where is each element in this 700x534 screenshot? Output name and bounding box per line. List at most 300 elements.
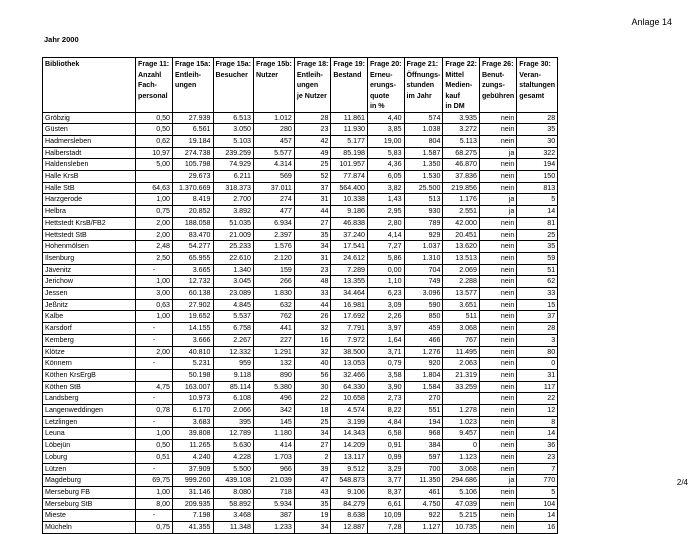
table-cell: 0,50: [136, 440, 173, 452]
table-row: [43, 475, 558, 487]
column-header-line: erungs-: [369, 81, 396, 89]
table-row: [43, 463, 558, 475]
table-cell: 4.228: [213, 451, 254, 463]
table-cell: 9.457: [443, 428, 480, 440]
table-cell: 15: [517, 299, 558, 311]
library-name-cell: Magdeburg: [43, 475, 136, 487]
table-cell: 0,79: [367, 358, 404, 370]
table-cell: 850: [404, 311, 443, 323]
table-cell: 12: [517, 405, 558, 417]
table-cell: 6,23: [367, 288, 404, 300]
table-cell: 32.466: [331, 369, 368, 381]
table-cell: nein: [479, 405, 516, 417]
table-cell: 32: [294, 346, 331, 358]
table-cell: 2,00: [136, 346, 173, 358]
table-cell: 5.537: [213, 311, 254, 323]
table-cell: 1.023: [443, 416, 480, 428]
table-cell: 30: [517, 135, 558, 147]
table-cell: 3.468: [213, 510, 254, 522]
table-row: [43, 381, 558, 393]
table-row: [43, 229, 558, 241]
table-cell: 749: [404, 276, 443, 288]
table-cell: 219.856: [443, 182, 480, 194]
table-cell: 46.838: [331, 217, 368, 229]
table-cell: nein: [479, 381, 516, 393]
table-cell: 42: [294, 135, 331, 147]
table-row: [43, 428, 558, 440]
library-name-cell: Letzlingen: [43, 416, 136, 428]
table-cell: 6.108: [213, 393, 254, 405]
column-header: [443, 58, 480, 113]
table-cell: 37.011: [254, 182, 295, 194]
table-cell: 1,00: [136, 311, 173, 323]
table-cell: 36: [517, 440, 558, 452]
column-header-line: Frage 15b:: [256, 60, 292, 68]
table-cell: 3.272: [443, 124, 480, 136]
table-row: [43, 369, 558, 381]
table-cell: nein: [479, 112, 516, 124]
column-header-line: ungen: [296, 81, 319, 89]
table-cell: nein: [479, 182, 516, 194]
table-cell: 6.170: [173, 405, 214, 417]
table-row: [43, 311, 558, 323]
table-cell: 6,61: [367, 498, 404, 510]
table-cell: 13.053: [331, 358, 368, 370]
table-cell: 0,78: [136, 405, 173, 417]
table-cell: 209.935: [173, 498, 214, 510]
library-name-cell: Harzgerode: [43, 194, 136, 206]
table-cell: 44: [294, 206, 331, 218]
table-cell: 1,10: [367, 276, 404, 288]
table-cell: nein: [479, 369, 516, 381]
table-cell: 959: [213, 358, 254, 370]
table-cell: 51: [517, 264, 558, 276]
table-cell: 31.146: [173, 487, 214, 499]
table-cell: 22.610: [213, 252, 254, 264]
table-cell: 718: [254, 487, 295, 499]
table-cell: nein: [479, 299, 516, 311]
table-cell: 0,50: [136, 124, 173, 136]
table-cell: 23.089: [213, 288, 254, 300]
table-cell: 597: [404, 451, 443, 463]
table-row: [43, 217, 558, 229]
table-cell: 5,86: [367, 252, 404, 264]
table-cell: [136, 171, 173, 183]
column-header: [367, 58, 404, 113]
table-cell: 19: [294, 510, 331, 522]
table-cell: 11.495: [443, 346, 480, 358]
table-cell: 1.340: [213, 264, 254, 276]
table-cell: 3,85: [367, 124, 404, 136]
table-row: [43, 346, 558, 358]
table-cell: 1.278: [443, 405, 480, 417]
table-cell: 1.127: [404, 522, 443, 534]
table-cell: 3,29: [367, 463, 404, 475]
table-cell: 8.080: [213, 487, 254, 499]
table-cell: ja: [479, 206, 516, 218]
table-cell: nein: [479, 171, 516, 183]
table-cell: 5.577: [254, 147, 295, 159]
table-cell: 1.804: [404, 369, 443, 381]
table-cell: 14: [517, 510, 558, 522]
table-cell: nein: [479, 498, 516, 510]
table-cell: 145: [254, 416, 295, 428]
table-cell: 25: [517, 229, 558, 241]
table-cell: 3,82: [367, 182, 404, 194]
table-cell: 27.939: [173, 112, 214, 124]
table-cell: 52: [294, 171, 331, 183]
table-cell: 1.038: [404, 124, 443, 136]
table-cell: 60.138: [173, 288, 214, 300]
table-cell: 46.870: [443, 159, 480, 171]
table-cell: 18: [294, 405, 331, 417]
table-cell: nein: [479, 124, 516, 136]
table-cell: nein: [479, 393, 516, 405]
column-header: [294, 58, 331, 113]
table-cell: 62: [517, 276, 558, 288]
table-cell: 3.096: [404, 288, 443, 300]
table-cell: nein: [479, 440, 516, 452]
table-row: [43, 252, 558, 264]
table-cell: 466: [404, 334, 443, 346]
table-row: [43, 440, 558, 452]
column-header-line: Frage 15a:: [175, 60, 211, 68]
table-cell: 590: [404, 299, 443, 311]
table-cell: 700: [404, 463, 443, 475]
annex-label: Anlage 14: [631, 17, 672, 27]
library-name-cell: Merseburg StB: [43, 498, 136, 510]
column-header: [173, 58, 214, 113]
table-cell: 16.981: [331, 299, 368, 311]
column-header-line: im Jahr: [406, 91, 432, 100]
table-cell: 1.584: [404, 381, 443, 393]
table-cell: 5: [517, 487, 558, 499]
table-cell: 999.260: [173, 475, 214, 487]
library-name-cell: Landsberg: [43, 393, 136, 405]
table-row: [43, 358, 558, 370]
table-cell: 704: [404, 264, 443, 276]
table-cell: 1.123: [443, 451, 480, 463]
table-cell: 513: [404, 194, 443, 206]
column-header-line: Frage 11:: [138, 60, 170, 68]
library-name-cell: Kemberg: [43, 334, 136, 346]
table-cell: 11.930: [331, 124, 368, 136]
table-cell: 14: [517, 428, 558, 440]
table-cell: nein: [479, 229, 516, 241]
column-header-line: gebühren: [481, 91, 515, 100]
table-row: [43, 451, 558, 463]
table-row: [43, 393, 558, 405]
table-cell: 25.233: [213, 241, 254, 253]
table-cell: 11.350: [404, 475, 443, 487]
table-cell: 35: [517, 241, 558, 253]
table-cell: 1,00: [136, 194, 173, 206]
table-cell: 457: [254, 135, 295, 147]
table-cell: 3.045: [213, 276, 254, 288]
table-cell: 13.117: [331, 451, 368, 463]
table-cell: 1.530: [404, 171, 443, 183]
table-cell: 194: [404, 416, 443, 428]
table-cell: 2.066: [213, 405, 254, 417]
table-cell: 1.576: [254, 241, 295, 253]
table-cell: 10.973: [173, 393, 214, 405]
column-header-line: Frage 30:: [519, 60, 551, 68]
table-cell: 3,90: [367, 381, 404, 393]
library-name-cell: Haldensleben: [43, 159, 136, 171]
table-cell: 13.355: [331, 276, 368, 288]
table-cell: -: [136, 463, 173, 475]
column-header-line: Frage 20:: [369, 60, 402, 68]
table-cell: 5.231: [173, 358, 214, 370]
table-row: [43, 323, 558, 335]
column-header-line: Veran-: [519, 70, 541, 79]
table-cell: 34: [294, 241, 331, 253]
column-header-line: Frage 22:: [445, 60, 477, 68]
table-cell: 31: [294, 194, 331, 206]
table-cell: 3,97: [367, 323, 404, 335]
table-cell: 1.370.669: [173, 182, 214, 194]
column-header: [404, 58, 443, 113]
table-cell: 25: [294, 159, 331, 171]
column-header: [213, 58, 254, 113]
table-cell: 16: [517, 522, 558, 534]
table-cell: 4.314: [254, 159, 295, 171]
table-cell: 3,71: [367, 346, 404, 358]
table-row: [43, 510, 558, 522]
table-cell: 80: [517, 346, 558, 358]
table-cell: 1,43: [367, 194, 404, 206]
library-name-cell: Jessen: [43, 288, 136, 300]
table-cell: 3.050: [213, 124, 254, 136]
table-cell: 132: [254, 358, 295, 370]
table-row: [43, 299, 558, 311]
table-cell: 342: [254, 405, 295, 417]
table-cell: 13.620: [443, 241, 480, 253]
table-cell: 3.068: [443, 323, 480, 335]
table-cell: 33: [294, 288, 331, 300]
table-cell: 28: [517, 323, 558, 335]
table-cell: 459: [404, 323, 443, 335]
table-cell: nein: [479, 428, 516, 440]
table-cell: 384: [404, 440, 443, 452]
table-cell: 8: [517, 416, 558, 428]
library-name-cell: Klötze: [43, 346, 136, 358]
table-cell: nein: [479, 264, 516, 276]
column-header-line: Frage 15a:: [215, 60, 251, 68]
table-cell: 105.798: [173, 159, 214, 171]
column-header-line: je Nutzer: [296, 91, 327, 100]
table-cell: 34: [294, 428, 331, 440]
table-cell: -: [136, 416, 173, 428]
table-cell: -: [136, 334, 173, 346]
table-cell: 3: [517, 334, 558, 346]
table-cell: 16: [294, 334, 331, 346]
table-cell: 10.735: [443, 522, 480, 534]
table-cell: 163.007: [173, 381, 214, 393]
table-cell: 280: [254, 124, 295, 136]
table-cell: 69,75: [136, 475, 173, 487]
table-cell: nein: [479, 451, 516, 463]
table-cell: 39.808: [173, 428, 214, 440]
table-cell: 929: [404, 229, 443, 241]
table-cell: nein: [479, 288, 516, 300]
table-cell: 0,50: [136, 112, 173, 124]
table-cell: 37: [294, 182, 331, 194]
table-cell: 0: [517, 358, 558, 370]
table-cell: 0,99: [367, 451, 404, 463]
column-header-line: Entleih-: [296, 70, 323, 79]
library-name-cell: Loburg: [43, 451, 136, 463]
table-row: [43, 522, 558, 534]
table-cell: 395: [213, 416, 254, 428]
library-name-cell: Hadmersleben: [43, 135, 136, 147]
table-cell: 35: [294, 229, 331, 241]
table-cell: 2: [294, 451, 331, 463]
table-cell: 574: [404, 112, 443, 124]
table-cell: 28: [294, 112, 331, 124]
table-cell: 33: [517, 288, 558, 300]
table-cell: 159: [254, 264, 295, 276]
table-cell: 0,91: [367, 440, 404, 452]
table-cell: 2.267: [213, 334, 254, 346]
table-row: [43, 498, 558, 510]
column-header-line: Öffnungs-: [406, 70, 441, 79]
table-cell: nein: [479, 135, 516, 147]
table-cell: 13.577: [443, 288, 480, 300]
table-cell: 104: [517, 498, 558, 510]
table-cell: 4.574: [331, 405, 368, 417]
table-cell: 1.830: [254, 288, 295, 300]
table-cell: 239.259: [213, 147, 254, 159]
table-cell: 34.464: [331, 288, 368, 300]
table-cell: nein: [479, 252, 516, 264]
table-cell: nein: [479, 276, 516, 288]
table-cell: 3.683: [173, 416, 214, 428]
table-cell: 7.972: [331, 334, 368, 346]
table-cell: 10.338: [331, 194, 368, 206]
table-cell: 5.106: [443, 487, 480, 499]
table-cell: 10,97: [136, 147, 173, 159]
table-cell: 2.700: [213, 194, 254, 206]
table-cell: 439.108: [213, 475, 254, 487]
table-cell: 6,58: [367, 428, 404, 440]
column-header-line: Bestand: [333, 70, 362, 79]
table-cell: nein: [479, 311, 516, 323]
table-row: [43, 276, 558, 288]
table-cell: 6.561: [173, 124, 214, 136]
table-cell: 2,80: [367, 217, 404, 229]
table-cell: 890: [254, 369, 295, 381]
table-cell: 4.845: [213, 299, 254, 311]
table-cell: 3.068: [443, 463, 480, 475]
table-cell: 3,00: [136, 288, 173, 300]
column-header: [331, 58, 368, 113]
table-cell: 14.209: [331, 440, 368, 452]
table-cell: 7.198: [173, 510, 214, 522]
table-cell: 0,62: [136, 135, 173, 147]
table-cell: 1,00: [136, 487, 173, 499]
table-cell: 13.513: [443, 252, 480, 264]
library-name-cell: Köthen StB: [43, 381, 136, 393]
table-cell: 966: [254, 463, 295, 475]
table-cell: 27.902: [173, 299, 214, 311]
table-cell: 21.319: [443, 369, 480, 381]
table-cell: 35: [294, 498, 331, 510]
table-cell: 2.397: [254, 229, 295, 241]
table-cell: 117: [517, 381, 558, 393]
table-cell: 632: [254, 299, 295, 311]
table-cell: nein: [479, 159, 516, 171]
table-cell: 1.176: [443, 194, 480, 206]
table-cell: 23: [294, 264, 331, 276]
column-header-line: Anzahl: [138, 70, 162, 79]
table-cell: 2,00: [136, 217, 173, 229]
library-name-cell: Hohenmölsen: [43, 241, 136, 253]
column-header-line: Frage 19:: [333, 60, 365, 68]
column-header-line: ungen: [175, 81, 197, 89]
table-cell: 0,75: [136, 206, 173, 218]
table-row: [43, 241, 558, 253]
table-cell: 551: [404, 405, 443, 417]
column-header-line: Fach-: [138, 81, 157, 89]
column-header-line: personal: [138, 91, 168, 100]
table-cell: 564.400: [331, 182, 368, 194]
table-cell: nein: [479, 416, 516, 428]
table-cell: 24.612: [331, 252, 368, 264]
library-name-cell: Halle StB: [43, 182, 136, 194]
table-row: [43, 171, 558, 183]
table-cell: 569: [254, 171, 295, 183]
page-number: 2/4: [676, 478, 688, 487]
table-header-row: [43, 58, 558, 113]
table-cell: ja: [479, 194, 516, 206]
table-cell: 6.513: [213, 112, 254, 124]
table-cell: 5.177: [331, 135, 368, 147]
table-cell: 8,00: [136, 498, 173, 510]
table-cell: 3.892: [213, 206, 254, 218]
table-cell: 7.289: [331, 264, 368, 276]
table-cell: 5.215: [443, 510, 480, 522]
table-cell: 3.651: [443, 299, 480, 311]
table-cell: 5,83: [367, 147, 404, 159]
table-cell: 1.350: [404, 159, 443, 171]
table-cell: 414: [254, 440, 295, 452]
table-cell: 21.009: [213, 229, 254, 241]
table-cell: 920: [404, 358, 443, 370]
table-cell: 26: [294, 311, 331, 323]
table-cell: 50.198: [173, 369, 214, 381]
table-cell: 1.276: [404, 346, 443, 358]
library-name-cell: Güsten: [43, 124, 136, 136]
table-cell: 54.277: [173, 241, 214, 253]
table-cell: 9.106: [331, 487, 368, 499]
table-row: [43, 405, 558, 417]
table-cell: 6.211: [213, 171, 254, 183]
table-cell: 4,84: [367, 416, 404, 428]
column-header: [479, 58, 516, 113]
table-cell: 266: [254, 276, 295, 288]
table-cell: 25: [294, 416, 331, 428]
column-header-line: gesamt: [519, 91, 545, 100]
table-cell: 5,00: [136, 159, 173, 171]
table-cell: 37: [517, 311, 558, 323]
table-cell: 83.470: [173, 229, 214, 241]
table-row: [43, 124, 558, 136]
table-cell: 37.240: [331, 229, 368, 241]
column-header-line: Frage 26:: [481, 60, 514, 68]
table-cell: 8.638: [331, 510, 368, 522]
table-cell: 3,09: [367, 299, 404, 311]
